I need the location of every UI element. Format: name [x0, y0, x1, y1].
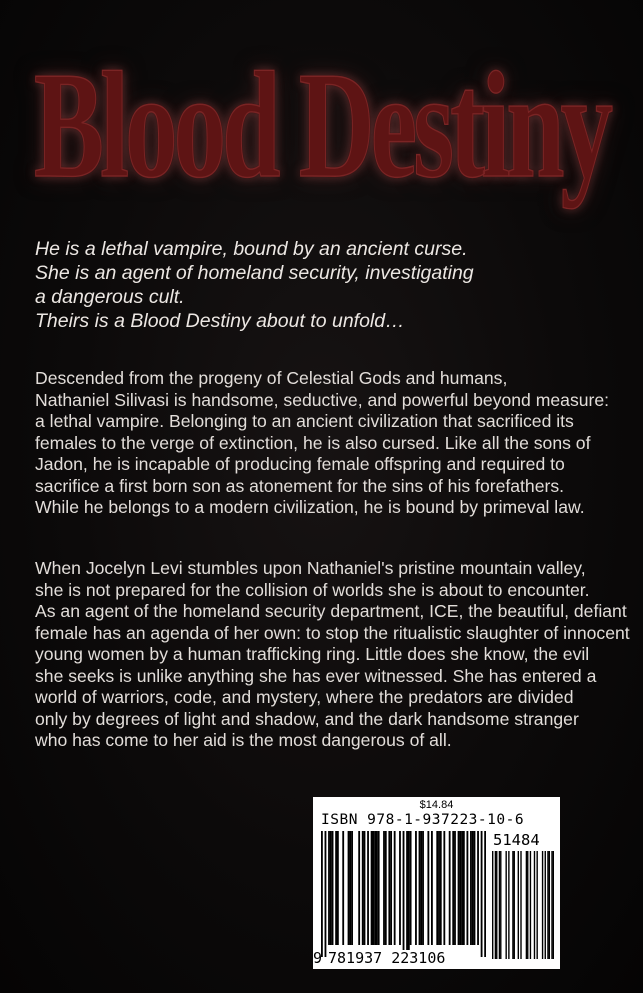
barcode-bar: [549, 851, 550, 959]
synopsis-line: young women by a human trafficking ring. Little does she know, the evil: [35, 644, 590, 664]
synopsis-line: only by degrees of light and shadow, and the dark handsome stranger: [35, 708, 579, 729]
synopsis-line: she is not prepared for the collision of worlds she is about to encounter.: [35, 579, 590, 600]
barcode-bar: [499, 851, 500, 959]
synopsis-line: sacrifice a first born son as atonement for the sins of his forefathers.: [35, 475, 565, 496]
barcode-bar: [372, 831, 374, 945]
synopsis-line: Jadon, he is incapable of producing female offspring and required to: [35, 454, 565, 474]
tagline: [35, 237, 615, 333]
barcode-bar: [332, 831, 334, 945]
barcode-bar: [328, 831, 330, 945]
barcode-bar: [438, 831, 440, 945]
barcode-bar: [367, 831, 369, 945]
barcode-bar: [376, 831, 378, 945]
synopsis-line: While he belongs to a modern civilization, he is bound by primeval law.: [35, 497, 585, 517]
barcode-bar: [420, 831, 422, 945]
barcode-bar: [508, 851, 509, 959]
barcode-bar: [495, 851, 496, 959]
price-label: $14.84: [419, 799, 454, 811]
barcode-bar: [505, 851, 506, 959]
barcode-bar: [378, 831, 380, 945]
barcode-bar: [463, 831, 465, 945]
barcode-bar: [436, 831, 438, 945]
tagline-line: She is an agent of homeland security, investigating: [35, 262, 474, 284]
synopsis-line: Nathaniel Silivasi is handsome, seductive, and powerful beyond measure:: [35, 389, 610, 410]
synopsis-line: Descended from the progeny of Celestial Gods and humans,: [35, 368, 508, 388]
synopsis-line: When Jocelyn Levi stumbles upon Nathaniel's pristine mountain valley,: [35, 558, 586, 578]
barcode-bar: [454, 831, 456, 945]
barcode-bar: [342, 831, 344, 945]
barcode-bar: [514, 851, 515, 959]
barcode-bar: [408, 831, 410, 957]
barcode-bar: [458, 831, 460, 945]
barcode-bar: [348, 831, 350, 945]
barcode-bar: [551, 851, 552, 959]
barcode-bar: [512, 851, 513, 959]
barcode-bar: [374, 831, 376, 945]
barcode-bar: [385, 831, 387, 945]
isbn-barcode: [313, 797, 560, 969]
barcode-bar: [530, 851, 531, 959]
ean-first-digit: 9: [313, 949, 323, 967]
tagline-line: Theirs is a Blood Destiny about to unfold…: [35, 310, 405, 332]
barcode-bar: [349, 831, 351, 945]
barcode-bar: [415, 831, 417, 945]
barcode-bar: [431, 831, 433, 945]
barcode-bar: [484, 831, 486, 957]
barcode-bar: [337, 831, 339, 945]
barcode-bar: [547, 851, 548, 959]
tagline-line: a dangerous cult.: [35, 286, 185, 308]
synopsis-paragraph-2: [35, 558, 630, 752]
synopsis-paragraph-1: [35, 368, 620, 519]
barcode-bar: [518, 851, 519, 959]
barcode-bar: [399, 831, 401, 945]
synopsis-line: As an agent of the homeland security department, ICE, the beautiful, defiant: [35, 601, 627, 621]
synopsis-line: females to the verge of extinction, he is also cursed. Like all the sons of: [35, 432, 591, 453]
synopsis-line: she seeks is unlike anything she has ever witnessed. She has entered a: [35, 665, 597, 686]
barcode-bar: [481, 831, 483, 957]
barcode-bar: [526, 851, 527, 959]
barcode-bar: [406, 831, 408, 957]
barcode-bar: [500, 851, 501, 959]
barcode-bar: [394, 831, 396, 945]
barcode-bar: [330, 831, 332, 945]
barcode-bar: [351, 831, 353, 945]
addon-barcode-bars: [492, 851, 554, 959]
barcode-bar: [477, 831, 479, 945]
barcode-bar: [335, 831, 337, 945]
barcode-bar: [422, 831, 424, 945]
barcode-bar: [470, 831, 472, 945]
barcode-bar: [466, 831, 468, 945]
book-title: Blood Destiny: [33, 39, 610, 210]
barcode-bar: [419, 831, 421, 945]
tagline-line: He is a lethal vampire, bound by an ancient curse.: [35, 238, 468, 260]
barcode-bar: [362, 831, 364, 945]
price-addon-code: 51484: [493, 831, 540, 849]
barcode-bar: [358, 831, 360, 945]
barcode-bar: [321, 831, 323, 957]
synopsis-line: a lethal vampire. Belonging to an ancient civilization that sacrificed its: [35, 411, 574, 431]
barcode-bar: [410, 831, 412, 945]
barcode-bar: [403, 831, 405, 957]
barcode-bar: [364, 831, 366, 945]
barcode-bar: [520, 851, 521, 959]
synopsis-line: who has come to her aid is the most dangerous of all.: [35, 730, 452, 750]
barcode-bar: [534, 851, 535, 959]
barcode-bar: [536, 851, 537, 959]
barcode-bar: [440, 831, 442, 945]
synopsis-line: female has an agenda of her own: to stop the ritualistic slaughter of innocent: [35, 622, 630, 643]
barcode-bar: [527, 851, 528, 959]
barcode-bar: [449, 831, 451, 945]
barcode-bar: [496, 851, 497, 959]
barcode-bar: [383, 831, 385, 945]
isbn-number: ISBN 978-1-937223-10-6: [321, 812, 525, 828]
ean-barcode-bars: [321, 831, 486, 957]
barcode-bar: [545, 851, 546, 959]
barcode-bar: [390, 831, 392, 945]
barcode-bar: [325, 831, 327, 957]
barcode-bar: [542, 851, 543, 959]
barcode-bar: [472, 831, 474, 945]
barcode-bar: [443, 831, 445, 945]
barcode-bar: [388, 831, 390, 945]
barcode-bar: [474, 831, 476, 945]
barcode-bar: [459, 831, 461, 945]
synopsis-line: world of warriors, code, and mystery, where the predators are divided: [35, 687, 574, 707]
barcode-bar: [461, 831, 463, 945]
barcode-bar: [553, 851, 554, 959]
barcode-bar: [371, 831, 373, 945]
barcode-bar: [427, 831, 429, 945]
barcode-bar: [452, 831, 454, 945]
barcode-bar: [492, 851, 493, 959]
ean-digits: 781937 223106: [328, 949, 446, 967]
